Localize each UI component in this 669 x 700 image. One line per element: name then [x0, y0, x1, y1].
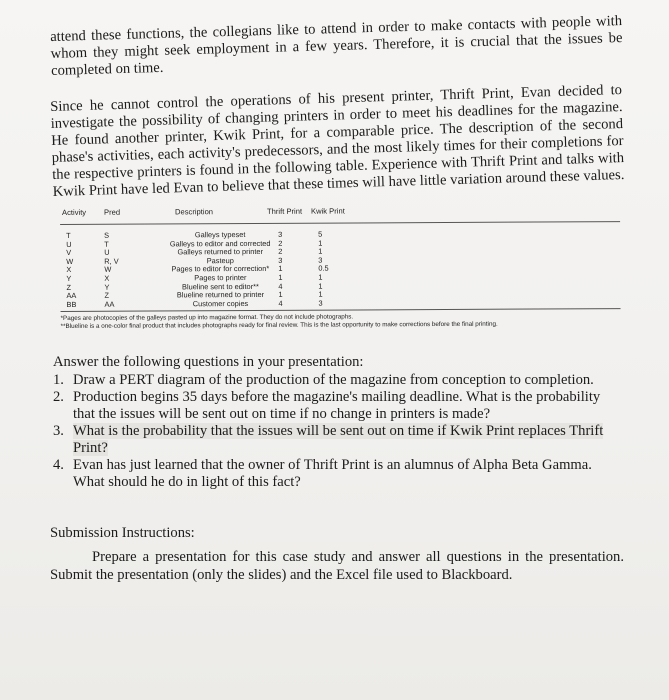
- question-text: Evan has just learned that the owner of Thrift Print is an alumnus of Alpha Beta Gamma. What should he do in light of this fact?: [73, 457, 592, 490]
- submission-body: Prepare a presentation for this case study and answer all questions in the presentation. Submit the presentation (only the slides) and the Excel file used to Blackboard.: [50, 549, 624, 583]
- cell-predecessor: Z: [104, 290, 110, 300]
- question-item: [53, 457, 623, 491]
- printer-paragraph: Since he cannot control the operations of his present printer, Thrift Print, Evan decided to investigate the possibility of changing printers in order to meet his deadlines for the magazine. He found another printer, Kwik Print, for a comparable price. The description of the second phase's activities, each activity's predecessors, and the most likely times for their completions for the respective printers is found in the following table. Experience with Thrift Print and talks with Kwik Print have led Evan to believe that these times will have little variation around these values.: [50, 81, 625, 200]
- cell-description: Blueline returned to printer: [176, 290, 265, 300]
- footnote-blueline: **Blueline is a one-color final product that includes photographs ready for final review. This is the last opportunity to make corrections before the final printing.: [60, 321, 498, 331]
- cell-thrift-time: 4: [278, 281, 283, 291]
- cell-description: Galleys to editor and corrected: [169, 238, 271, 249]
- header-activity: Activity: [62, 207, 87, 217]
- question-text: What is the probability that the issues will be sent out on time if Kwik Print replaces Thrift Print?: [73, 423, 604, 456]
- cell-kwik-time: 5: [318, 229, 323, 239]
- cell-description: Pages to printer: [194, 272, 247, 283]
- cell-kwik-time: 1: [318, 289, 323, 299]
- cell-activity: AA: [66, 291, 77, 301]
- cell-kwik-time: 1: [318, 238, 323, 248]
- cell-thrift-time: 2: [278, 247, 283, 257]
- cell-description: Galleys typeset: [194, 230, 246, 240]
- cell-kwik-time: 3: [318, 255, 323, 265]
- cell-activity: Z: [66, 282, 71, 292]
- questions-section: [53, 354, 623, 491]
- activity-table: [60, 203, 621, 331]
- cell-activity: W: [66, 256, 74, 266]
- cell-thrift-time: 3: [278, 255, 283, 265]
- cell-thrift-time: 1: [278, 264, 283, 274]
- cell-predecessor: W: [104, 265, 112, 275]
- question-number: 2.: [53, 389, 64, 405]
- question-item: [53, 423, 623, 457]
- cell-activity: BB: [66, 299, 77, 309]
- footnote-pages: *Pages are photocopies of the galleys pasted up into magazine format. They do not include photographs.: [60, 313, 354, 323]
- question-item: [53, 389, 623, 423]
- table-body: [60, 228, 620, 312]
- cell-predecessor: Y: [104, 282, 110, 292]
- header-thrift-print: Thrift Print: [267, 206, 303, 216]
- cell-kwik-time: 0.5: [318, 263, 329, 274]
- cell-predecessor: X: [104, 273, 110, 283]
- table-notes: [61, 312, 621, 331]
- question-item: [53, 372, 623, 389]
- cell-predecessor: AA: [104, 299, 115, 309]
- header-pred: Pred: [104, 207, 121, 217]
- cell-thrift-time: 3: [278, 229, 283, 239]
- question-number: 3.: [53, 423, 64, 439]
- cell-activity: T: [66, 230, 71, 240]
- cell-kwik-time: 3: [318, 298, 323, 308]
- cell-thrift-time: 2: [278, 238, 283, 248]
- cell-kwik-time: 1: [318, 246, 323, 256]
- table-header: [60, 203, 620, 225]
- questions-intro: Answer the following questions in your presentation:: [53, 354, 364, 370]
- header-kwik-print: Kwik Print: [311, 206, 345, 216]
- cell-kwik-time: 1: [318, 281, 323, 291]
- submission-title: Submission Instructions:: [50, 525, 195, 541]
- cell-description: Pages to editor for correction*: [171, 264, 270, 274]
- show-through-texture: [419, 590, 661, 694]
- cell-predecessor: S: [104, 230, 110, 240]
- question-number: 1.: [53, 372, 64, 388]
- cell-description: Customer copies: [192, 298, 249, 309]
- cell-thrift-time: 4: [278, 298, 283, 308]
- cell-activity: V: [66, 248, 72, 258]
- cell-description: Pasteup: [206, 255, 234, 266]
- cell-activity: X: [66, 265, 72, 275]
- intro-paragraph: attend these functions, the collegians like to attend in order to make contacts with people with whom they might seek employment in a few years. Therefore, it is crucial that the issues be completed on time.: [50, 12, 623, 79]
- questions-list: [53, 372, 623, 491]
- cell-thrift-time: 1: [278, 272, 283, 282]
- cell-description: Blueline sent to editor**: [181, 281, 259, 291]
- table-row: [60, 297, 620, 309]
- cell-predecessor: U: [104, 247, 110, 257]
- question-text: Draw a PERT diagram of the production of the magazine from conception to completion.: [73, 372, 594, 388]
- cell-description: Galleys returned to printer: [177, 247, 263, 257]
- submission-section: [50, 524, 624, 584]
- cell-predecessor: T: [104, 239, 109, 249]
- cell-thrift-time: 1: [278, 289, 283, 300]
- question-number: 4.: [53, 457, 64, 473]
- header-description: Description: [175, 207, 214, 217]
- cell-activity: U: [66, 239, 72, 249]
- cell-predecessor: R, V: [104, 256, 119, 266]
- question-text: Production begins 35 days before the magazine's mailing deadline. What is the probability that the issues will be sent out on time if no change in printers is made?: [73, 389, 601, 422]
- cell-activity: Y: [66, 273, 72, 283]
- cell-kwik-time: 1: [318, 272, 323, 282]
